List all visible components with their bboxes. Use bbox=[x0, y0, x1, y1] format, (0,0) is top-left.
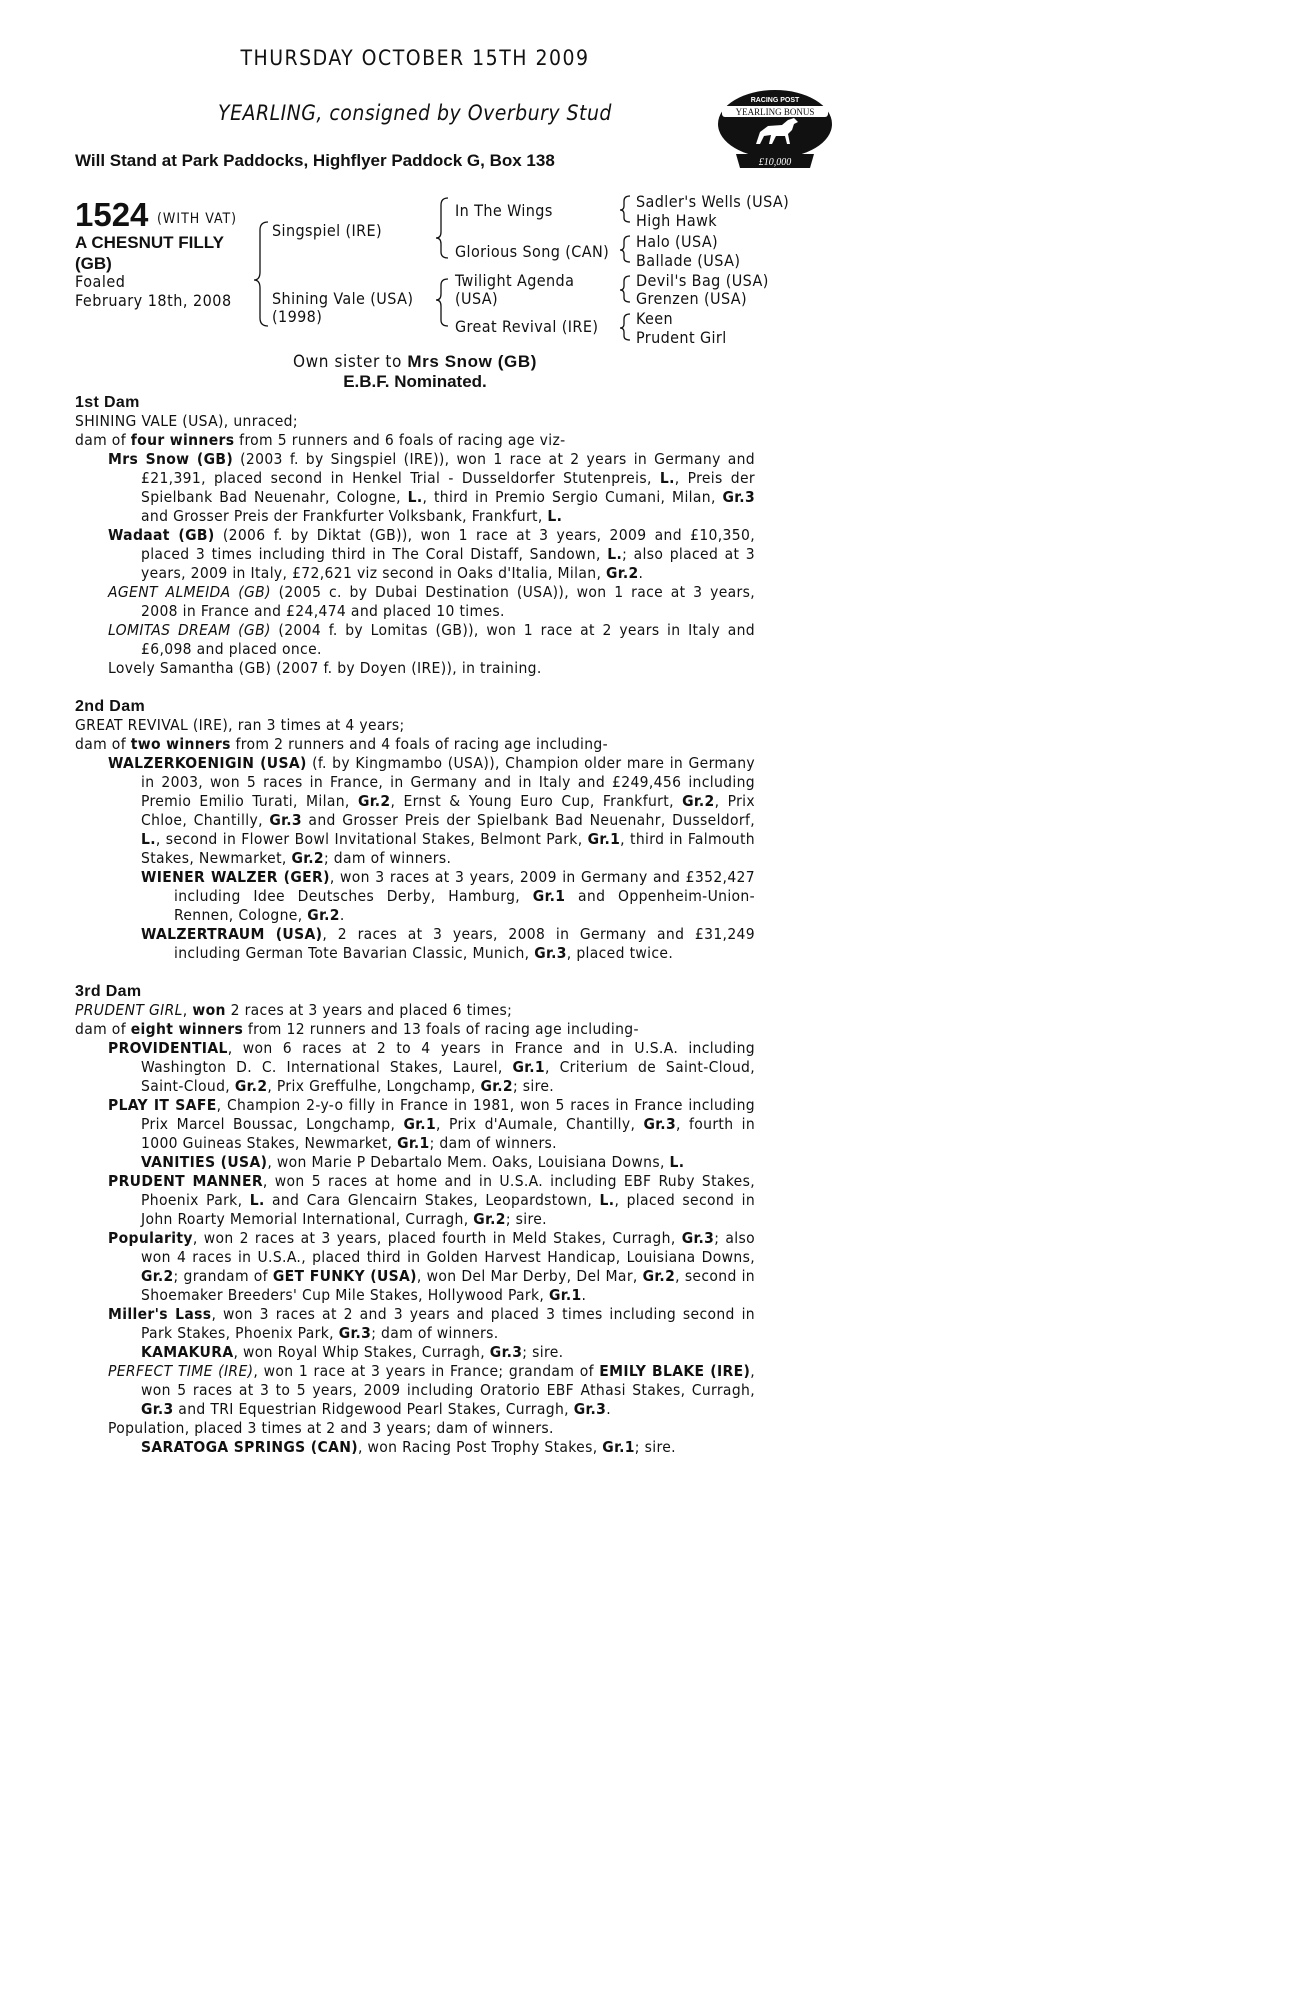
progeny-entry: WIENER WALZER (GER), won 3 races at 3 years, 2009 in Germany and £352,427 including Idee Deutsches Derby, Hamburg, Gr.1 and Oppenheim-Union-Rennen, Cologne, Gr.2. bbox=[141, 868, 755, 924]
dam2-heading: 2nd Dam bbox=[75, 698, 146, 715]
progeny-entry: Mrs Snow (GB) (2003 f. by Singspiel (IRE)), won 1 race at 2 years in Germany and £21,391, placed second in Henkel Trial - Dusseldorfer Stutenpreis, L., Preis der Spielbank Bad Neuenahr, Cologne, L., third in Premio Sergio Cumani, Milan, Gr.3 and Grosser Preis der Frankfurter Volksbank, Frankfurt, L. bbox=[108, 450, 755, 525]
dam1-dam-of-a: dam of bbox=[75, 431, 131, 449]
dam3-dam-of bbox=[75, 1020, 755, 1039]
pedigree-dam-name: Shining Vale (USA) bbox=[272, 289, 414, 308]
own-sister-name: Mrs Snow (GB) bbox=[407, 352, 538, 371]
progeny-entry: PLAY IT SAFE, Champion 2-y-o filly in France in 1981, won 5 races in France including Prix Marcel Boussac, Longchamp, Gr.1, Prix d'Aumale, Chantilly, Gr.3, fourth in 1000 Guineas Stakes, Newmarket, Gr.1; dam of winners. bbox=[108, 1096, 756, 1152]
foaled-date: February 18th, 2008 bbox=[75, 291, 232, 310]
dam3-dam-of-a: dam of bbox=[75, 1020, 131, 1038]
pedigree-dam-sire-origin: (USA) bbox=[455, 289, 499, 308]
ebf-nominated: E.B.F. Nominated. bbox=[343, 372, 487, 391]
progeny-entry: Miller's Lass, won 3 races at 2 and 3 years and placed 3 times including second in Park Stakes, Phoenix Park, Gr.3; dam of winners. bbox=[108, 1305, 755, 1342]
dam3-heading: 3rd Dam bbox=[75, 983, 142, 1000]
dam2-dam-of-b: two winners bbox=[130, 735, 231, 753]
pedigree-dam-dam: Great Revival (IRE) bbox=[455, 317, 599, 336]
pedigree-sire-dam: Glorious Song (CAN) bbox=[455, 242, 610, 261]
pedigree-sdd: Ballade (USA) bbox=[636, 251, 741, 270]
dam3-dam-of-c: from 12 runners and 13 foals of racing age including- bbox=[243, 1020, 639, 1038]
dam1-heading: 1st Dam bbox=[75, 394, 140, 411]
badge-band-text: YEARLING BONUS bbox=[735, 107, 815, 117]
dam1-dam-of-b: four winners bbox=[130, 431, 235, 449]
pedigree-sss: Sadler's Wells (USA) bbox=[636, 192, 790, 211]
progeny-entry: Population, placed 3 times at 2 and 3 years; dam of winners. bbox=[108, 1419, 554, 1437]
dam2-dam-of-a: dam of bbox=[75, 735, 131, 753]
horse-description: A CHESNUT FILLY (GB) bbox=[75, 233, 224, 273]
pedigree-dsd: Grenzen (USA) bbox=[636, 289, 748, 308]
dam2-dam-of bbox=[75, 735, 755, 754]
progeny-entry: KAMAKURA, won Royal Whip Stakes, Curragh, Gr.3; sire. bbox=[141, 1343, 564, 1361]
pedigree-dam-sire bbox=[455, 272, 574, 308]
progeny-entry: VANITIES (USA), won Marie P Debartalo Mem. Oaks, Louisiana Downs, L. bbox=[141, 1153, 685, 1171]
badge-amount: £10,000 bbox=[758, 157, 792, 168]
dam2-intro: GREAT REVIVAL (IRE), ran 3 times at 4 years; bbox=[75, 716, 405, 734]
dam1-dam-of-c: from 5 runners and 6 foals of racing age viz- bbox=[234, 431, 566, 449]
pedigree-dam-sire-name: Twilight Agenda bbox=[455, 271, 575, 290]
progeny-entry: SARATOGA SPRINGS (CAN), won Racing Post Trophy Stakes, Gr.1; sire. bbox=[141, 1438, 676, 1456]
progeny-entry: Popularity, won 2 races at 3 years, placed fourth in Meld Stakes, Curragh, Gr.3; also won 4 races in U.S.A., placed third in Golden Harvest Handicap, Louisiana Downs, Gr.2; grandam of GET FUNKY (USA), won Del Mar Derby, Del Mar, Gr.2, second in Shoemaker Breeders' Cup Mile Stakes, Hollywood Park, Gr.1. bbox=[108, 1229, 755, 1304]
pedigree-dss: Devil's Bag (USA) bbox=[636, 271, 769, 290]
dam3-intro: PRUDENT GIRL, won 2 races at 3 years and placed 6 times; bbox=[75, 1001, 513, 1019]
progeny-entry: WALZERTRAUM (USA), 2 races at 3 years, 2008 in Germany and £31,249 including German Tote Bavarian Classic, Munich, Gr.3, placed twice. bbox=[141, 925, 755, 962]
consignment-line: YEARLING, consigned by Overbury Stud bbox=[218, 101, 612, 125]
own-sister-prefix: Own sister to bbox=[292, 352, 408, 372]
pedigree-sds: Halo (USA) bbox=[636, 232, 719, 251]
catalogue-body bbox=[75, 393, 755, 1457]
dam2-dam-of-c: from 2 runners and 4 foals of racing age including- bbox=[230, 735, 609, 753]
pedigree-sire: Singspiel (IRE) bbox=[272, 221, 383, 240]
progeny-entry: LOMITAS DREAM (GB) (2004 f. by Lomitas (GB)), won 1 race at 2 years in Italy and £6,098 and placed once. bbox=[108, 621, 755, 658]
sale-date: THURSDAY OCTOBER 15TH 2009 bbox=[240, 46, 590, 70]
foaled-label: Foaled bbox=[75, 272, 126, 291]
progeny-entry: AGENT ALMEIDA (GB) (2005 c. by Dubai Destination (USA)), won 1 race at 3 years, 2008 in France and £24,474 and placed 10 times. bbox=[108, 583, 755, 620]
dam1-intro: SHINING VALE (USA), unraced; bbox=[75, 412, 298, 430]
progeny-entry: WALZERKOENIGIN (USA) (f. by Kingmambo (USA)), Champion older mare in Germany in 2003, won 5 races in France, in Germany and in Italy and £249,456 including Premio Emilio Turati, Milan, Gr.2, Ernst & Young Euro Cup, Frankfurt, Gr.2, Prix Chloe, Chantilly, Gr.3 and Grosser Preis der Spielbank Bad Neuenahr, Dusseldorf, L., second in Flower Bowl Invitational Stakes, Belmont Park, Gr.1, third in Falmouth Stakes, Newmarket, Gr.2; dam of winners. bbox=[108, 754, 755, 867]
pedigree-sire-sire: In The Wings bbox=[455, 201, 553, 220]
progeny-entry: Lovely Samantha (GB) (2007 f. by Doyen (IRE)), in training. bbox=[108, 659, 542, 677]
dam3-dam-of-b: eight winners bbox=[130, 1020, 244, 1038]
pedigree-dds: Keen bbox=[636, 309, 674, 328]
progeny-entry: Wadaat (GB) (2006 f. by Diktat (GB)), won 1 race at 3 years, 2009 and £10,350, placed 3 times including third in The Coral Distaff, Sandown, L.; also placed at 3 years, 2009 in Italy, £72,621 viz second in Oaks d'Italia, Milan, Gr.2. bbox=[108, 526, 755, 582]
stand-location: Will Stand at Park Paddocks, Highflyer Paddock G, Box 138 bbox=[75, 151, 555, 170]
lot-number: 1524 bbox=[75, 196, 149, 233]
pedigree-dam bbox=[272, 290, 413, 326]
badge-top-text: RACING POST bbox=[750, 97, 800, 104]
progeny-entry: PERFECT TIME (IRE), won 1 race at 3 years in France; grandam of EMILY BLAKE (IRE), won 5 races at 3 to 5 years, 2009 including Oratorio EBF Athasi Stakes, Curragh, Gr.3 and TRI Equestrian Ridgewood Pearl Stakes, Curragh, Gr.3. bbox=[108, 1362, 755, 1418]
vat-note: (WITH VAT) bbox=[157, 211, 238, 227]
dam1-dam-of bbox=[75, 431, 755, 450]
pedigree-dam-year: (1998) bbox=[272, 307, 323, 326]
pedigree-ddd: Prudent Girl bbox=[636, 328, 727, 347]
own-sister-note bbox=[0, 352, 830, 372]
progeny-entry: PRUDENT MANNER, won 5 races at home and in U.S.A. including EBF Ruby Stakes, Phoenix Park, L. and Cara Glencairn Stakes, Leopardstown, L., placed second in John Roarty Memorial International, Curragh, Gr.2; sire. bbox=[108, 1172, 756, 1228]
progeny-entry: PROVIDENTIAL, won 6 races at 2 to 4 years in France and in U.S.A. including Washington D. C. International Stakes, Laurel, Gr.1, Criterium de Saint-Cloud, Saint-Cloud, Gr.2, Prix Greffulhe, Longchamp, Gr.2; sire. bbox=[108, 1039, 755, 1095]
pedigree-ssd: High Hawk bbox=[636, 211, 718, 230]
